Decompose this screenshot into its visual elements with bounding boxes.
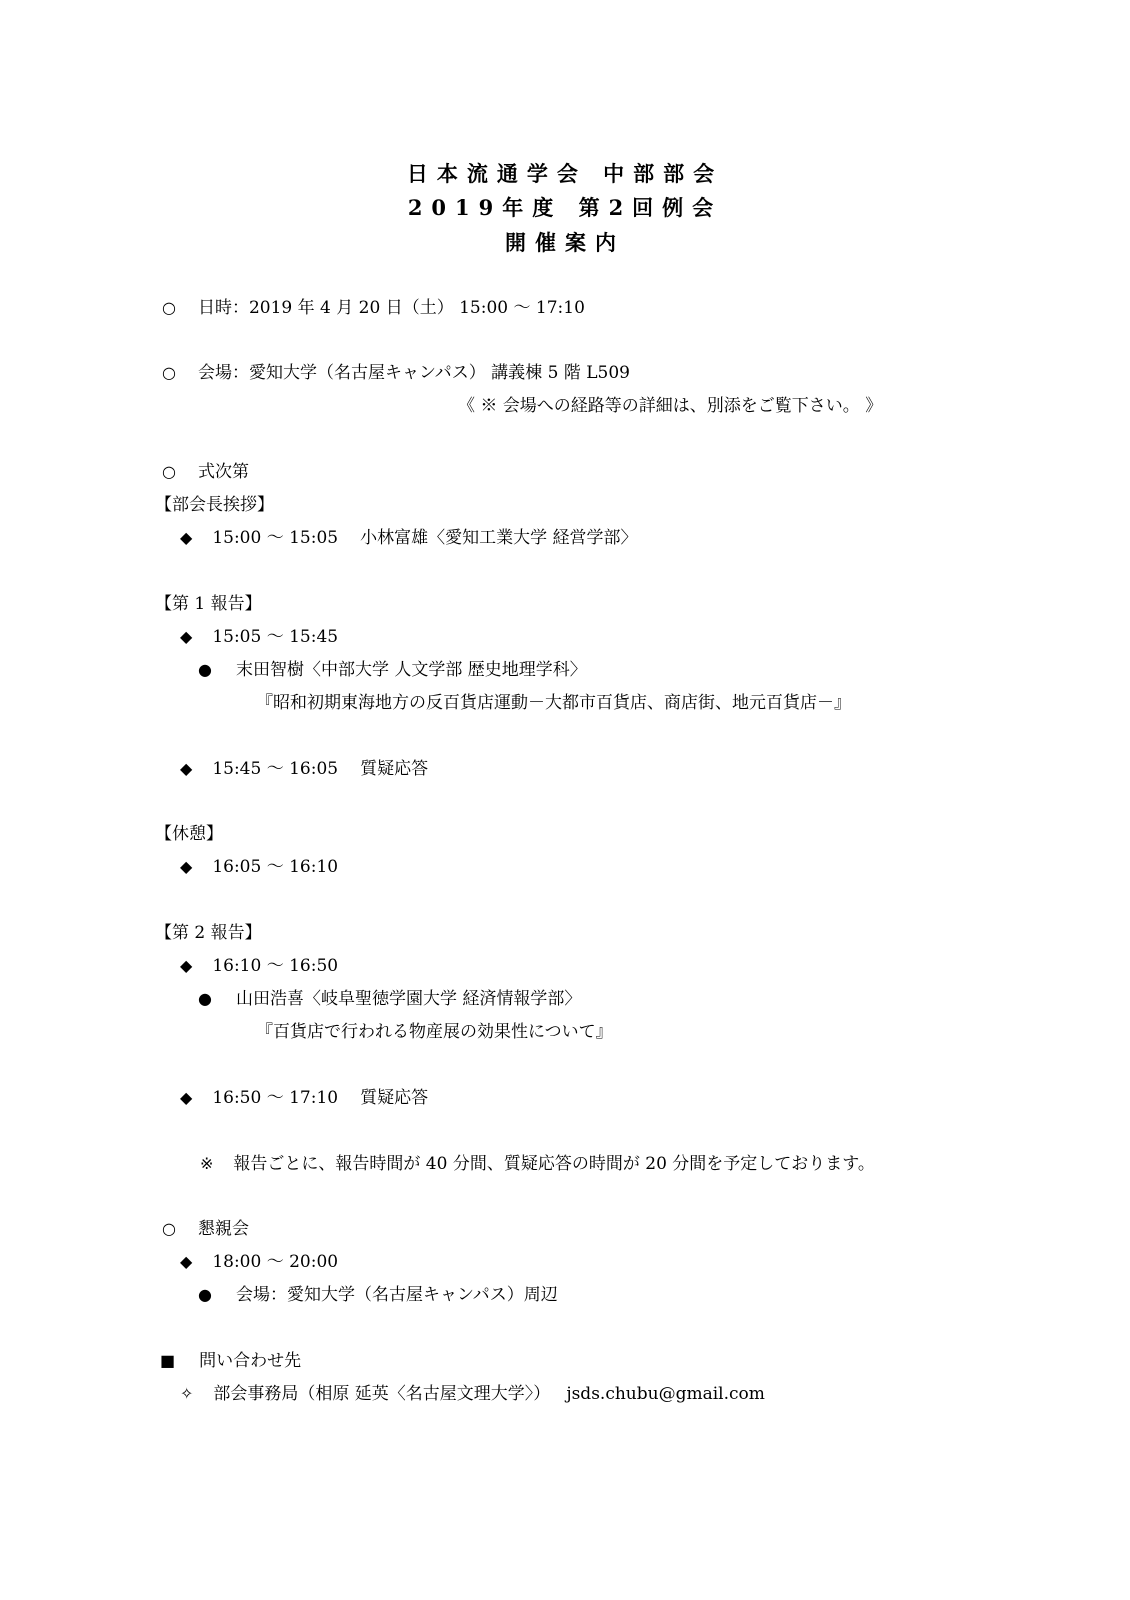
report2-time: 16:10 ～ 16:50 [212, 956, 339, 976]
contact-office: 部会事務局（相原 延英〈名古屋文理大学〉） [213, 1384, 551, 1404]
report2-topic: 『百貨店で行われる物産展の効果性について』 [256, 1022, 613, 1042]
break-time: 16:05 ～ 16:10 [212, 857, 339, 877]
diamond-bullet-icon: ◆ [180, 857, 193, 876]
party-time: 18:00 ～ 20:00 [212, 1252, 339, 1272]
program-heading: 式次第 [197, 462, 249, 482]
greeting-time: 15:00 ～ 15:05 [212, 528, 339, 548]
reference-mark-icon: ※ [200, 1154, 214, 1173]
datetime-line [162, 296, 585, 320]
circle-bullet-icon: ○ [162, 462, 176, 481]
program-note-line [200, 1152, 875, 1176]
report2-qa-line [180, 1086, 428, 1110]
party-time-line [180, 1250, 338, 1274]
document-title-line-2: 2019年度 第2回例会 [407, 195, 723, 220]
sparkle-bullet-icon: ✧ [180, 1384, 194, 1403]
contact-heading: 問い合わせ先 [199, 1351, 302, 1371]
diamond-bullet-icon: ◆ [180, 528, 193, 547]
party-venue-line [198, 1283, 558, 1307]
dot-bullet-icon: ● [198, 989, 212, 1008]
report1-qa-label: 質疑応答 [360, 759, 429, 779]
circle-bullet-icon: ○ [162, 363, 176, 382]
program-heading-line [162, 460, 249, 484]
document-title-line-1: 日本流通学会 中部部会 [406, 161, 724, 186]
dot-bullet-icon: ● [198, 1285, 212, 1304]
circle-bullet-icon: ○ [162, 298, 176, 317]
program-note: 報告ごとに、報告時間が 40 分間、質疑応答の時間が 20 分間を予定しております。 [233, 1154, 875, 1174]
report2-label: 【第 2 報告】 [155, 923, 262, 943]
datetime-text: 日時：2019 年 4 月 20 日（土） 15:00 ～ 17:10 [197, 298, 585, 318]
report1-qa-time: 15:45 ～ 16:05 [212, 759, 339, 779]
report1-presenter: 末田智樹〈中部大学 人文学部 歴史地理学科〉 [235, 660, 587, 680]
report2-presenter-line [198, 987, 581, 1011]
diamond-bullet-icon: ◆ [180, 1252, 193, 1271]
report1-topic: 『昭和初期東海地方の反百貨店運動－大都市百貨店、商店街、地元百貨店－』 [256, 693, 851, 713]
greeting-line [180, 526, 638, 550]
report2-time-line [180, 954, 338, 978]
report1-time-line [180, 625, 338, 649]
report2-qa-label: 質疑応答 [360, 1088, 429, 1108]
venue-text: 会場：愛知大学（名古屋キャンパス） 講義棟 5 階 L509 [197, 363, 630, 383]
report1-presenter-line [198, 658, 587, 682]
diamond-bullet-icon: ◆ [180, 759, 193, 778]
dot-bullet-icon: ● [198, 660, 212, 679]
break-line [180, 855, 338, 879]
greeting-speaker: 小林富雄〈愛知工業大学 経営学部〉 [360, 528, 638, 548]
venue-note: 《 ※ 会場への経路等の詳細は、別添をご覧下さい。 》 [458, 396, 883, 416]
break-label: 【休憩】 [155, 824, 223, 844]
party-heading: 懇親会 [197, 1219, 249, 1239]
diamond-bullet-icon: ◆ [180, 627, 193, 646]
party-heading-line [162, 1217, 249, 1241]
report1-time: 15:05 ～ 15:45 [212, 627, 339, 647]
report1-label: 【第 1 報告】 [155, 594, 262, 614]
square-bullet-icon: ■ [160, 1351, 176, 1370]
document-title-line-3: 開催案内 [505, 230, 625, 255]
contact-heading-line [160, 1349, 301, 1373]
greeting-label: 【部会長挨拶】 [155, 495, 274, 515]
report1-qa-line [180, 757, 428, 781]
circle-bullet-icon: ○ [162, 1219, 176, 1238]
contact-email[interactable]: jsds.chubu@gmail.com [566, 1384, 765, 1404]
party-venue: 会場：愛知大学（名古屋キャンパス）周辺 [235, 1285, 558, 1305]
report2-qa-time: 16:50 ～ 17:10 [212, 1088, 339, 1108]
report2-presenter: 山田浩喜〈岐阜聖徳学園大学 経済情報学部〉 [235, 989, 582, 1009]
venue-line [162, 361, 630, 385]
contact-item-line [180, 1382, 765, 1406]
diamond-bullet-icon: ◆ [180, 1088, 193, 1107]
diamond-bullet-icon: ◆ [180, 956, 193, 975]
